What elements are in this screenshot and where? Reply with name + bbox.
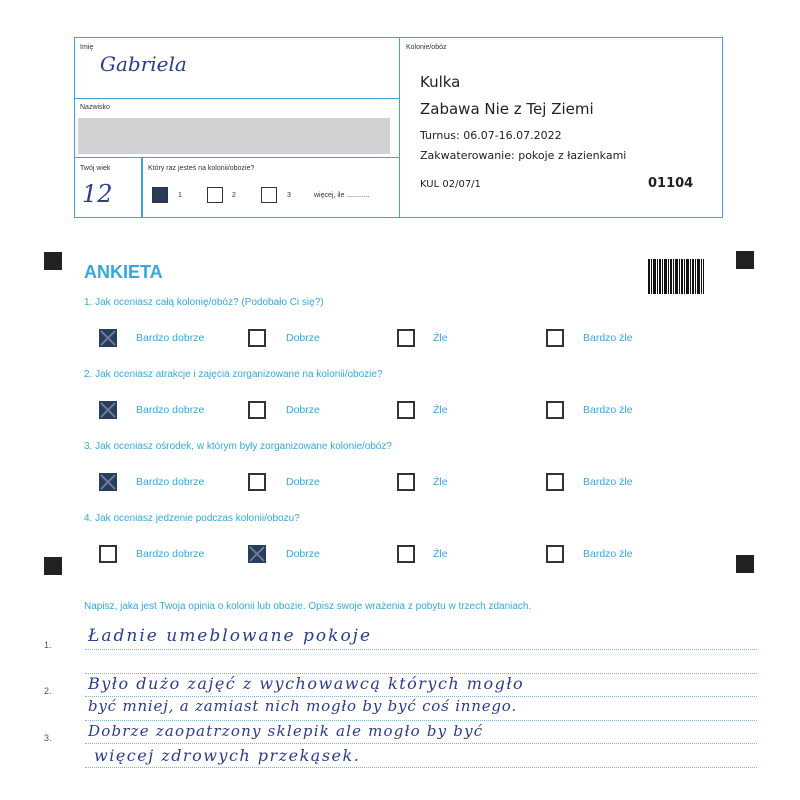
visit-option-1: 1 [178, 192, 182, 199]
q3-option-zle-label: Źle [433, 476, 448, 488]
age-divider [141, 158, 143, 218]
registration-marker-top-right [736, 251, 754, 269]
answer-text-line-5[interactable]: więcej zdrowych przekąsek. [94, 746, 361, 765]
q3-option-zle-checkbox[interactable] [397, 473, 415, 491]
survey-title: ANKIETA [84, 262, 163, 282]
q4-option-zle-label: Źle [433, 548, 448, 560]
question-1: 1. Jak oceniasz całą kolonię/obóz? (Podobało Ci się?) [84, 297, 324, 308]
visit-checkbox-2[interactable] [207, 187, 223, 203]
q1-option-bardzo-dobrze-checkbox[interactable] [99, 329, 117, 347]
q3-option-bardzo-dobrze-checkbox[interactable] [99, 473, 117, 491]
age-value[interactable]: 12 [82, 180, 113, 208]
q3-option-bardzo-zle-checkbox[interactable] [546, 473, 564, 491]
q2-option-zle-label: Źle [433, 404, 448, 416]
line-number-2: 2. [44, 686, 52, 696]
visit-checkbox-1[interactable] [152, 187, 168, 203]
q4-option-bardzo-zle-checkbox[interactable] [546, 545, 564, 563]
answer-line [85, 743, 757, 744]
q4-option-zle-checkbox[interactable] [397, 545, 415, 563]
answer-text-line-4[interactable]: Dobrze zaopatrzony sklepik ale mogło by być [88, 722, 484, 740]
line-number-3: 3. [44, 733, 52, 743]
registration-marker-top-left [44, 252, 62, 270]
name-value[interactable]: Gabriela [100, 52, 187, 76]
q4-option-bardzo-dobrze-checkbox[interactable] [99, 545, 117, 563]
visit-option-3: 3 [287, 192, 291, 199]
q3-option-dobrze-checkbox[interactable] [248, 473, 266, 491]
registration-marker-mid-left [44, 557, 62, 575]
q2-option-dobrze-label: Dobrze [286, 404, 320, 416]
surname-label: Nazwisko [80, 104, 110, 111]
q2-option-bardzo-dobrze-checkbox[interactable] [99, 401, 117, 419]
registration-marker-mid-right [736, 555, 754, 573]
q1-option-bardzo-zle-checkbox[interactable] [546, 329, 564, 347]
answer-text-line-2[interactable]: Było dużo zajęć z wychowawcą których mogło [88, 674, 525, 693]
q1-option-dobrze-label: Dobrze [286, 332, 320, 344]
camp-name: Kulka [420, 73, 461, 91]
answer-text-line-3[interactable]: być mniej, a zamiast nich mogło by być coś innego. [88, 697, 517, 715]
name-label: Imię [80, 44, 94, 51]
q2-option-bardzo-zle-label: Bardzo źle [583, 404, 633, 416]
visits-label: Który raz jesteś na kolonii/obozie? [148, 165, 255, 172]
q2-option-bardzo-zle-checkbox[interactable] [546, 401, 564, 419]
question-3: 3. Jak oceniasz ośrodek, w którym były zorganizowane kolonie/obóz? [84, 441, 392, 452]
q3-option-dobrze-label: Dobrze [286, 476, 320, 488]
question-4: 4. Jak oceniasz jedzenie podczas kolonii/obozu? [84, 513, 300, 524]
form-number: 01104 [648, 176, 694, 191]
answer-line [85, 767, 757, 768]
answer-line [85, 720, 757, 721]
visits-more-label: więcej, ile ............ [314, 192, 370, 199]
q3-option-bardzo-zle-label: Bardzo źle [583, 476, 633, 488]
q1-option-zle-checkbox[interactable] [397, 329, 415, 347]
q1-option-bardzo-dobrze-label: Bardzo dobrze [136, 332, 205, 344]
q4-option-bardzo-zle-label: Bardzo źle [583, 548, 633, 560]
q1-option-dobrze-checkbox[interactable] [248, 329, 266, 347]
camp-title: Zabawa Nie z Tej Ziemi [420, 100, 594, 118]
q2-option-dobrze-checkbox[interactable] [248, 401, 266, 419]
q4-option-dobrze-label: Dobrze [286, 548, 320, 560]
q3-option-bardzo-dobrze-label: Bardzo dobrze [136, 476, 205, 488]
q1-option-bardzo-zle-label: Bardzo źle [583, 332, 633, 344]
line-number-1: 1. [44, 640, 52, 650]
opinion-prompt: Napisz, jaka jest Twoja opinia o kolonii lub obozie. Opisz swoje wrażenia z pobytu w trzech zdaniach. [84, 601, 532, 612]
barcode [648, 259, 704, 294]
accommodation: Zakwaterowanie: pokoje z łazienkami [420, 149, 627, 162]
q4-option-bardzo-dobrze-label: Bardzo dobrze [136, 548, 205, 560]
surname-redaction [78, 118, 390, 154]
q4-option-dobrze-checkbox[interactable] [248, 545, 266, 563]
visit-option-2: 2 [232, 192, 236, 199]
q2-option-bardzo-dobrze-label: Bardzo dobrze [136, 404, 205, 416]
turnus: Turnus: 06.07-16.07.2022 [420, 129, 562, 142]
answer-line [85, 649, 757, 650]
q1-option-zle-label: Źle [433, 332, 448, 344]
answer-text-line-1[interactable]: Ładnie umeblowane pokoje [88, 626, 373, 646]
age-label: Twój wiek [80, 165, 111, 172]
visit-checkbox-3[interactable] [261, 187, 277, 203]
camp-label: Kolonie/obóz [406, 44, 447, 51]
q2-option-zle-checkbox[interactable] [397, 401, 415, 419]
question-2: 2. Jak oceniasz atrakcje i zajęcia zorganizowane na kolonii/obozie? [84, 369, 383, 380]
camp-code: KUL 02/07/1 [420, 179, 481, 190]
